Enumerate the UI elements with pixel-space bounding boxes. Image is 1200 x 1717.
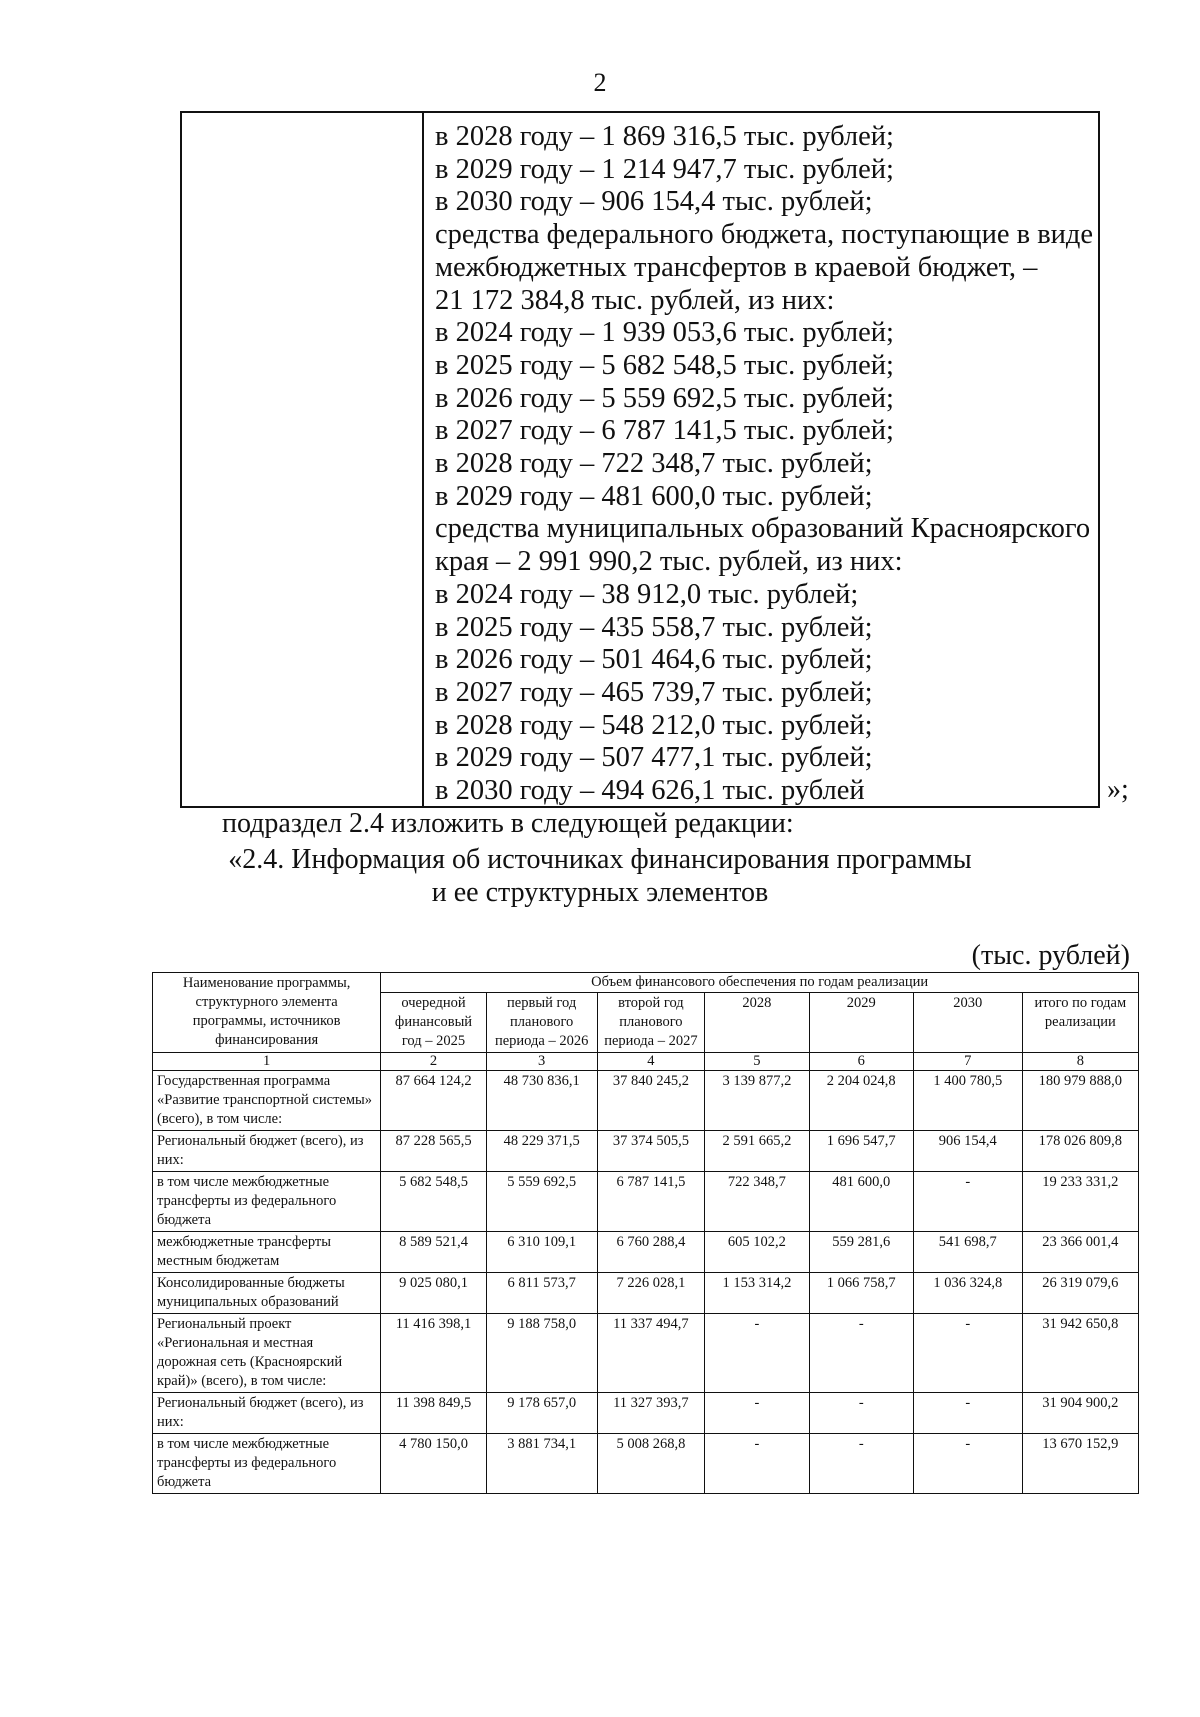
cell-value: 87 228 565,5 [381,1131,486,1172]
cell-value: 7 226 028,1 [597,1273,705,1314]
text-line: в 2029 году – 481 600,0 тыс. рублей; [435,480,873,512]
column-number: 7 [913,1053,1022,1071]
row-name: межбюджетные трансферты местным бюджетам [153,1232,381,1273]
cell-value: 48 229 371,5 [486,1131,597,1172]
column-number: 5 [705,1053,809,1071]
box-column-divider [422,113,424,806]
cell-value: 6 310 109,1 [486,1232,597,1273]
cell-value: - [809,1314,913,1393]
cell-value: 605 102,2 [705,1232,809,1273]
cell-value: 31 904 900,2 [1022,1393,1138,1434]
table-row [153,1172,1139,1232]
table-row [153,1131,1139,1172]
page-number: 2 [593,68,607,97]
financing-sources-table [152,972,1139,1494]
table-row [153,1232,1139,1273]
financing-text-lines [435,121,1094,808]
cell-value: - [913,1434,1022,1494]
text-line: в 2028 году – 722 348,7 тыс. рублей; [435,448,873,480]
cell-value: 722 348,7 [705,1172,809,1232]
cell-value: 180 979 888,0 [1022,1071,1138,1131]
text-line: в 2026 году – 501 464,6 тыс. рублей; [435,644,873,676]
cell-value: 87 664 124,2 [381,1071,486,1131]
header-year-2028: 2028 [705,993,809,1053]
cell-value: 2 591 665,2 [705,1131,809,1172]
cell-value: 13 670 152,9 [1022,1434,1138,1494]
cell-value: 6 811 573,7 [486,1273,597,1314]
table-row [153,1434,1139,1494]
text-line: в 2024 году – 1 939 053,6 тыс. рублей; [435,317,894,349]
units-label: (тыс. рублей) [971,940,1130,971]
text-line: в 2028 году – 1 869 316,5 тыс. рублей; [435,121,894,152]
text-line: средства муниципальных образований Красноярского [435,513,1091,545]
cell-value: - [809,1393,913,1434]
cell-value: 11 337 494,7 [597,1314,705,1393]
cell-value: - [705,1393,809,1434]
cell-value: 1 400 780,5 [913,1071,1022,1131]
column-number: 6 [809,1053,913,1071]
cell-value: - [913,1393,1022,1434]
cell-value: 11 416 398,1 [381,1314,486,1393]
cell-value: 31 942 650,8 [1022,1314,1138,1393]
cell-value: - [705,1314,809,1393]
cell-value: 9 188 758,0 [486,1314,597,1393]
row-name: в том числе межбюджетные трансферты из федерального бюджета [153,1172,381,1232]
cell-value: 4 780 150,0 [381,1434,486,1494]
cell-value: 26 319 079,6 [1022,1273,1138,1314]
cell-value: - [913,1172,1022,1232]
cell-value: 178 026 809,8 [1022,1131,1138,1172]
cell-value: 9 025 080,1 [381,1273,486,1314]
cell-value: 37 374 505,5 [597,1131,705,1172]
cell-value: 1 036 324,8 [913,1273,1022,1314]
cell-value: 8 589 521,4 [381,1232,486,1273]
text-line: в 2030 году – 906 154,4 тыс. рублей; [435,186,873,218]
text-line: в 2027 году – 6 787 141,5 тыс. рублей; [435,415,894,447]
cell-value: 5 559 692,5 [486,1172,597,1232]
header-year-2026: первый год планового периода – 2026 [486,993,597,1053]
cell-value: 2 204 024,8 [809,1071,913,1131]
row-name: Государственная программа «Развитие транспортной системы» (всего), в том числе: [153,1071,381,1131]
text-line: в 2028 году – 548 212,0 тыс. рублей; [435,709,873,741]
cell-value: 9 178 657,0 [486,1393,597,1434]
text-line: края – 2 991 990,2 тыс. рублей, из них: [435,546,903,578]
row-name: Региональный бюджет (всего), из них: [153,1131,381,1172]
row-name: Региональный проект «Региональная и местная дорожная сеть (Красноярский край)» (всего), в том числе: [153,1314,381,1393]
cell-value: 5 682 548,5 [381,1172,486,1232]
table-row [153,1314,1139,1393]
cell-value: 6 760 288,4 [597,1232,705,1273]
header-total: итого по годам реализации [1022,993,1138,1053]
header-funding-group: Объем финансового обеспечения по годам реализации [381,973,1139,993]
cell-value: 11 398 849,5 [381,1393,486,1434]
text-line: в 2029 году – 507 477,1 тыс. рублей; [435,742,873,774]
cell-value: 1 696 547,7 [809,1131,913,1172]
header-year-2029: 2029 [809,993,913,1053]
text-line: в 2024 году – 38 912,0 тыс. рублей; [435,578,859,610]
cell-value: - [913,1314,1022,1393]
cell-value: 481 600,0 [809,1172,913,1232]
cell-value: 541 698,7 [913,1232,1022,1273]
text-line: в 2030 году – 494 626,1 тыс. рублей [435,775,865,807]
row-name: Региональный бюджет (всего), из них: [153,1393,381,1434]
text-line: в 2029 году – 1 214 947,7 тыс. рублей; [435,153,894,185]
text-line: в 2025 году – 435 558,7 тыс. рублей; [435,611,873,643]
amendment-paragraph: подраздел 2.4 изложить в следующей редакции: [222,808,794,839]
cell-value: 11 327 393,7 [597,1393,705,1434]
column-number: 2 [381,1053,486,1071]
header-year-2030: 2030 [913,993,1022,1053]
row-name: Консолидированные бюджеты муниципальных образований [153,1273,381,1314]
cell-value: 48 730 836,1 [486,1071,597,1131]
column-number: 3 [486,1053,597,1071]
cell-value: 5 008 268,8 [597,1434,705,1494]
header-year-2027: второй год планового периода – 2027 [597,993,705,1053]
cell-value: 19 233 331,2 [1022,1172,1138,1232]
column-number: 4 [597,1053,705,1071]
header-program-name: Наименование программы, структурного элемента программы, источников финансирования [153,973,381,1053]
section-heading-line1: «2.4. Информация об источниках финансирования программы [228,844,972,875]
cell-value: 23 366 001,4 [1022,1232,1138,1273]
column-number: 8 [1022,1053,1138,1071]
cell-value: - [809,1434,913,1494]
cell-value: 1 066 758,7 [809,1273,913,1314]
text-line: средства федерального бюджета, поступающие в виде [435,219,1094,251]
cell-value: 37 840 245,2 [597,1071,705,1131]
text-line: в 2027 году – 465 739,7 тыс. рублей; [435,676,873,708]
cell-value: 3 881 734,1 [486,1434,597,1494]
financing-continuation-box [180,111,1100,808]
cell-value: - [705,1434,809,1494]
cell-value: 1 153 314,2 [705,1273,809,1314]
row-name: в том числе межбюджетные трансферты из федерального бюджета [153,1434,381,1494]
column-number: 1 [153,1053,381,1071]
table-row [153,1273,1139,1314]
cell-value: 3 139 877,2 [705,1071,809,1131]
cell-value: 906 154,4 [913,1131,1022,1172]
text-line: межбюджетных трансфертов в краевой бюджет, – [435,251,1038,283]
table-row [153,1393,1139,1434]
section-heading-line2: и ее структурных элементов [431,877,769,908]
table-row [153,1071,1139,1131]
text-line: 21 172 384,8 тыс. рублей, из них: [435,284,835,316]
header-year-2025: очередной финансовый год – 2025 [381,993,486,1053]
closing-quote: »; [1107,774,1129,805]
text-line: в 2025 году – 5 682 548,5 тыс. рублей; [435,349,894,381]
cell-value: 6 787 141,5 [597,1172,705,1232]
cell-value: 559 281,6 [809,1232,913,1273]
text-line: в 2026 году – 5 559 692,5 тыс. рублей; [435,382,894,414]
